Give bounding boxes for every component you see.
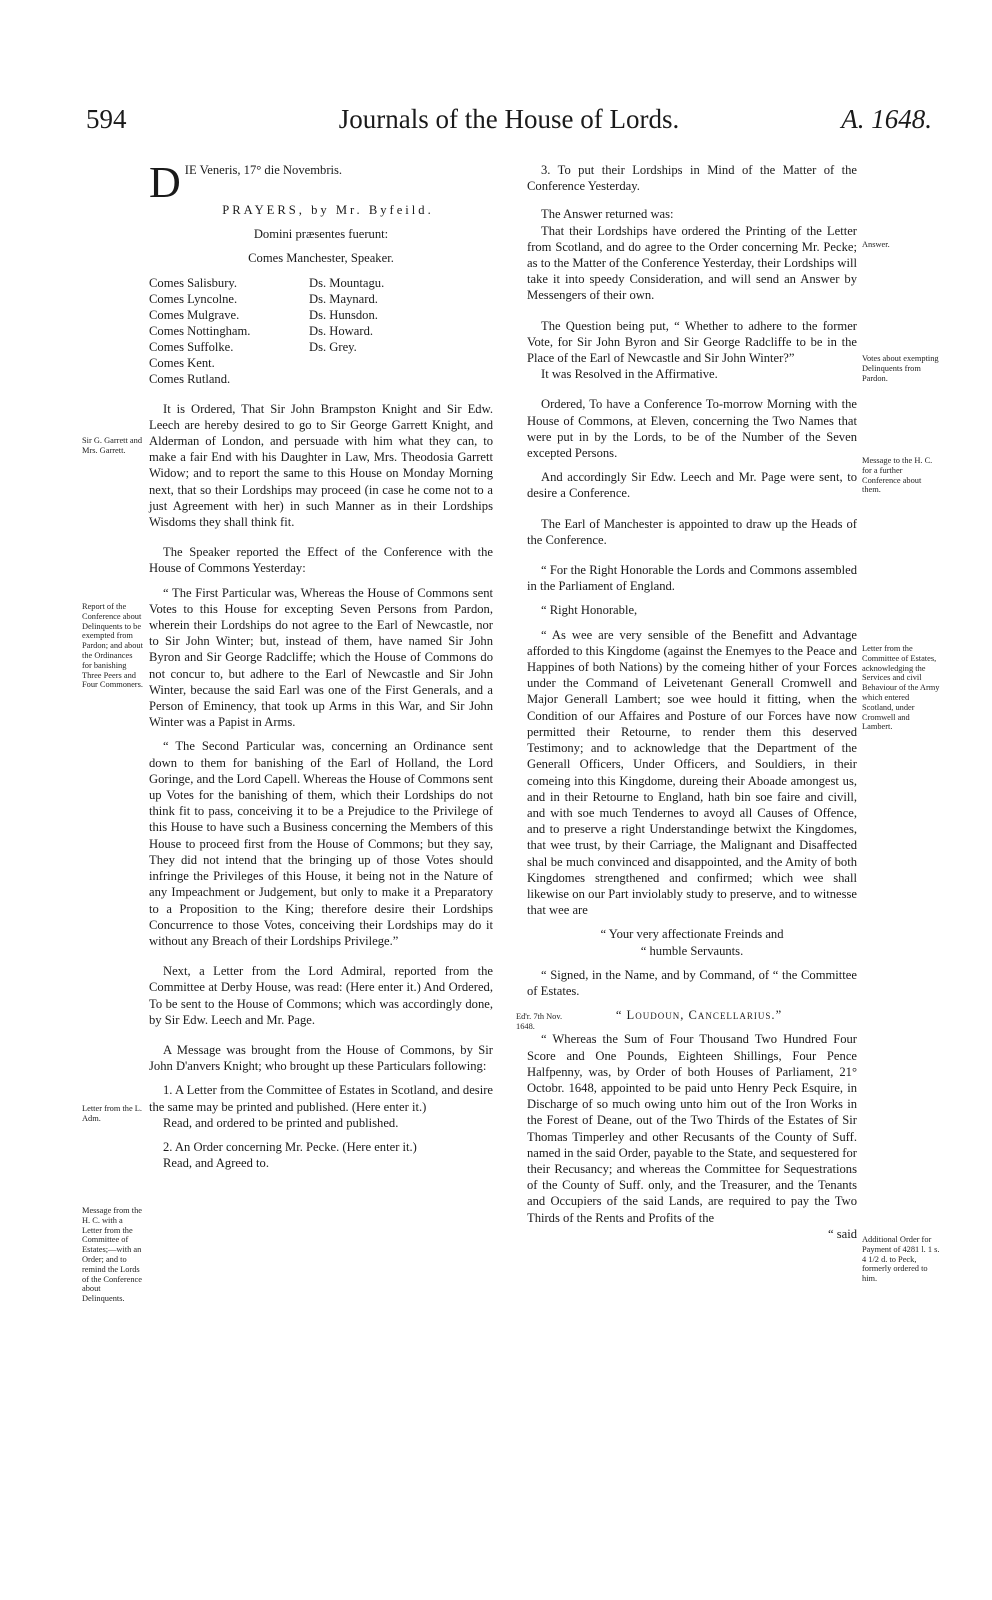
page-header: [86, 104, 932, 148]
margin-note-report: Report of the Conference about Delinquents to be exempted from Pardon; and about the Ordinances for banishing Three Peers and Four Commoners.: [82, 602, 143, 690]
paragraph-message: A Message was brought from the House of Commons, by Sir John D'anvers Knight; who brought up these Particulars following:: [149, 1042, 493, 1074]
paragraph-accordingly: And accordingly Sir Edw. Leech and Mr. Page were sent, to desire a Conference.: [527, 470, 857, 501]
paragraph-second-particular: “ The Second Particular was, concerning an Ordinance sent down to them for banishing of the Earl of Holland, the Lord Goringe, and the Lord Capell. Whereas the House of Commons sent up Votes for the banishing of them, which their Lordships do not think fit to pass, conceiving it to be a Prejudice to the Privilege of this House to have such a Business concerning the Members of this House to proceed first from the House of Commons; but they say, They did not intend that the bringing up of those Votes should infringe the Privileges of this House, it being not in the Nature of any Impeachment or Judgement, but only to make it a Preparatory to a Proposition to the King; therefore desire their Lordships Concurrence to those Votes, conceiving their Lordships may do it without any Breach of their Lordships Privilege.”: [149, 739, 493, 948]
margin-note-message: Message from the H. C. with a Letter from the Committee of Estates;—with an Order; and to remind the Lords of the Conference about Delinquents.: [82, 1206, 143, 1304]
running-title: Journals of the House of Lords.: [338, 104, 680, 134]
paragraph-whereas: “ Whereas the Sum of Four Thousand Two Hundred Four Score and One Pounds, Eighteen Shillings, Four Pence Halfpenny, was, by Order of both Houses of Parliament, 21° Octobr. 1648, appointed to be paid unto Henry Peck Esquire, in Discharge of so much owing unto him out of the Iron Works in the Forest of Deane, out of the Two Thirds of the Estates of Sir Thomas Timperley and other Recusants of the County of Suff. named in the said Order, payable to the State, and sequestered for their Recusancy; and whereas the Committee for Sequestrations of the County of Suff. only, and the Treasurer, and the Tenants and Occupiers of the said Lands, are required to pay the Two Thirds of the Rents and Profits of the: [527, 1032, 857, 1225]
members-present: [149, 275, 493, 387]
member-name: Comes Mulgrave.: [149, 307, 240, 322]
paragraph-item-1-result: Read, and ordered to be printed and published.: [163, 1115, 399, 1130]
prayers-line: PRAYERS, by Mr. Byfeild.: [222, 203, 434, 217]
paragraph-question: The Question being put, “ Whether to adhere to the former Vote, for Sir John Byron and Sir George Radcliffe to be in the Place of the Earl of Newcastle and Sir John Winter?”: [527, 318, 857, 366]
paragraph-first-particular: “ The First Particular was, Whereas the House of Commons sent Votes to this House for excepting Seven Persons from Pardon, wherein their Lordships do not agree to the Earl of Newcastle, nor to Sir John Winter; but, instead of them, have named Sir John Byron and Sir George Radcliffe; which the House of Commons do not concur to, but adhere to the Earl of Newcastle and Sir John Winter, because the said Earl was one of the First Generals, and a Person of Eminency, that took up Arms in this War, and Sir John Winter was a Papist in Arms.: [149, 585, 493, 730]
letter-signatory: “ Loudoun, Cancellarius.”: [615, 1008, 783, 1023]
paragraph-ordered: Ordered, To have a Conference To-morrow Morning with the House of Commons, at Eleven, concerning the Two Names that were put in by the Lords, to be of the Number of the Seven excepted Persons.: [527, 397, 857, 461]
member-name: Ds. Howard.: [309, 323, 374, 338]
member-name: Ds. Grey.: [309, 339, 357, 354]
paragraph-item-2: 2. An Order concerning Mr. Pecke. (Here enter it.): [163, 1139, 417, 1154]
page-number: 594: [86, 104, 127, 134]
paragraph-admiral-letter: Next, a Letter from the Lord Admiral, reported from the Committee at Derby House, was read: (Here enter it.) And Ordered, To be sent to the House of Commons; which was accordingly done, by Sir Edw. Leech and Mr. Page.: [149, 964, 493, 1027]
letter-closing-1: “ Your very affectionate Freinds and: [600, 927, 784, 942]
member-name: Comes Kent.: [149, 355, 215, 370]
day-heading: [149, 158, 493, 207]
catchword: “ said: [827, 1226, 857, 1241]
paragraph-item-3: 3. To put their Lordships in Mind of the Matter of the Conference Yesterday.: [527, 163, 857, 194]
member-name: Comes Salisbury.: [149, 275, 238, 290]
margin-note-letter-admiral: Letter from the L. Adm.: [82, 1104, 142, 1123]
comites-list: [149, 275, 309, 387]
paragraph-resolved: It was Resolved in the Affirmative.: [541, 367, 718, 382]
margin-note-conference: Message to the H. C. for a further Conference about them.: [862, 456, 933, 495]
page-year: A. 1648.: [841, 104, 932, 134]
drop-cap: D: [149, 158, 181, 207]
letter-body: “ As wee are very sensible of the Benefitt and Advantage afforded to this Kingdome (against the Enemyes to the Peace and Happines of both Nations) by the comeing hither of your Forces under the Command of Leivetenant Generall Cromwell and Major Generall Lambert; soe wee hould it fitting, when the Condition of our Affaires and Posture of our Forces have now permitted their Retourne, to render them this deserved Testimony; and to acknowledge that the Department of the Generall Officers, Under Officers, and Souldiers, in their comeing into this Kingdome, dureing their Aboade amongest us, and in their Retourne to England, hath bin soe faire and civill, and with soe much Tendernes to avoyd all Causes of Offence, and to preserve a right Understandinge betwixt the Kingdomes, that wee trust, by their Carriage, the Malignant and Disaffected shal be much convinced and disappointed, and the Amity of both Kingdomes strengthened and confirmed; which wee shall likewise on our Part inviolably study to preserve, and to witnesse that wee are: [527, 627, 857, 918]
member-name: Comes Suffolke.: [149, 339, 234, 354]
member-name: Comes Nottingham.: [149, 323, 251, 338]
day-heading-text: IE Veneris, 17° die Novembris.: [184, 163, 343, 177]
member-name: Ds. Hunsdon.: [309, 307, 378, 322]
member-name: Comes Rutland.: [149, 371, 231, 386]
paragraph-item-2-result: Read, and Agreed to.: [163, 1156, 269, 1171]
margin-note-date: Ed'r. 7th Nov. 1648.: [516, 1012, 563, 1031]
letter-closing-2: “ humble Servaunts.: [640, 943, 744, 958]
domini-line: Domini præsentes fuerunt:: [253, 227, 389, 242]
left-column: [149, 158, 493, 1179]
right-column: [527, 162, 857, 1250]
margin-note-votes: Votes about exempting Delinquents from Pardon.: [862, 354, 939, 383]
paragraph-earl-manchester: The Earl of Manchester is appointed to draw up the Heads of the Conference.: [527, 516, 857, 547]
paragraph-speaker-report: The Speaker reported the Effect of the Conference with the House of Commons Yesterday:: [149, 545, 493, 576]
letter-signed: “ Signed, in the Name, and by Command, of “ the Committee of Estates.: [527, 967, 857, 998]
letter-salutation: “ Right Honorable,: [541, 603, 638, 618]
member-name: Ds. Maynard.: [309, 291, 378, 306]
domini-list: [309, 275, 384, 387]
paragraph-item-1: 1. A Letter from the Committee of Estates in Scotland, and desire the same may be printed and published. (Here enter it.): [149, 1083, 493, 1114]
margin-note-answer: Answer.: [862, 240, 890, 249]
margin-note-letter-committee: Letter from the Committee of Estates, acknowledging the Services and civil Behaviour of the Army which entered Scotland, under Cromwell and Lambert.: [862, 644, 940, 732]
paragraph-garrett: It is Ordered, That Sir John Brampston Knight and Sir Edw. Leech are hereby desired to go to Sir George Garrett Knight, and Alderman of London, and persuade with him what they can, to make a fair End with his Daughter in Law, Mrs. Theodosia Garrett Widow; and to report the same to this House on Monday Morning next, that so their Lordships may proceed (in case he come not to a just Agreement with her) in such Manner as in their Lordships Wisdoms they shall think fit.: [149, 401, 493, 530]
margin-note-additional-order: Additional Order for Payment of 4281 l. 1 s. 4 1/2 d. to Peck, formerly ordered to him.: [862, 1235, 940, 1284]
member-name: Comes Lyncolne.: [149, 291, 238, 306]
member-name: Ds. Mountagu.: [309, 275, 385, 290]
answer-intro: The Answer returned was:: [541, 207, 674, 222]
speaker-line: Comes Manchester, Speaker.: [248, 251, 394, 266]
margin-note-garrett: Sir G. Garrett and Mrs. Garrett.: [82, 436, 143, 455]
paragraph-answer: That their Lordships have ordered the Printing of the Letter from Scotland, and do agree to the Order concerning Mr. Pecke; as to the Matter of the Conference Yesterday, their Lordships will take it into speedy Consideration, and will send an Answer by Messengers of their own.: [527, 223, 857, 303]
letter-address: “ For the Right Honorable the Lords and Commons assembled in the Parliament of England.: [527, 563, 857, 594]
